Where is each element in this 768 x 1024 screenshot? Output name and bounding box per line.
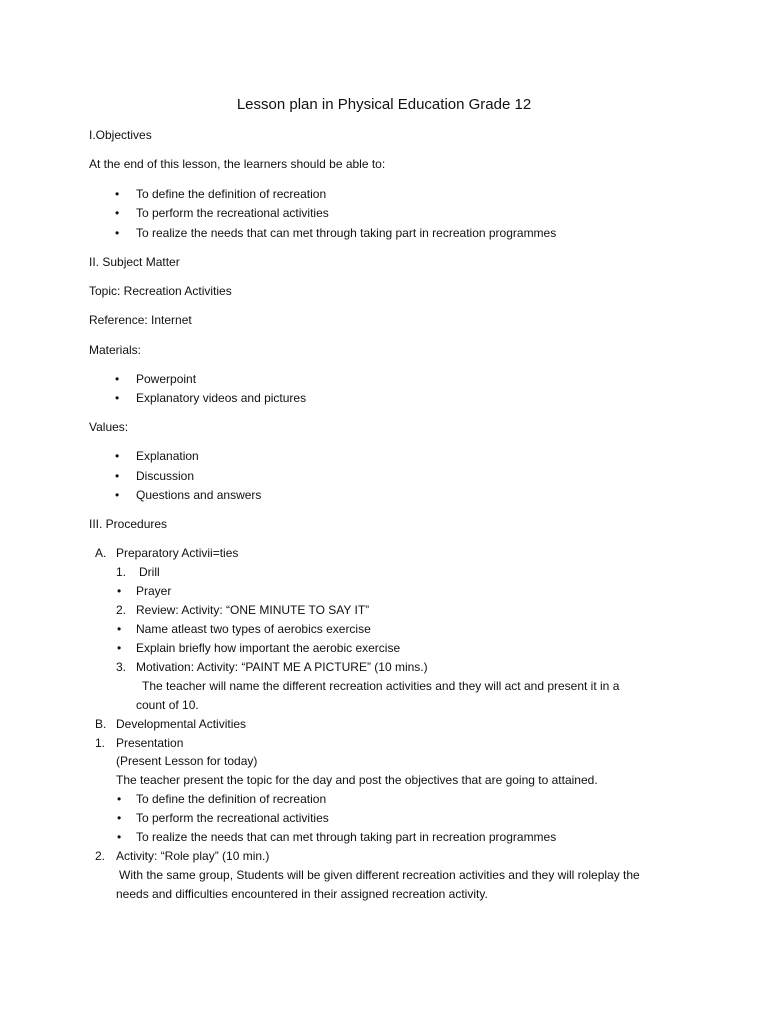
reference-line: Reference: Internet — [89, 313, 192, 327]
document-title: Lesson plan in Physical Education Grade 12 — [236, 96, 532, 113]
bullet-icon: • — [117, 641, 122, 655]
prayer-item: Prayer — [136, 584, 172, 598]
preparatory-activities-label: Preparatory Activii=ties — [116, 546, 239, 560]
motivation-text: The teacher will name the different recreation activities and they will act and present it in a — [142, 679, 620, 693]
topic-line: Topic: Recreation Activities — [89, 284, 232, 298]
subject-matter-heading: II. Subject Matter — [89, 255, 180, 269]
list-marker: 1. — [116, 565, 127, 579]
bullet-icon: • — [115, 206, 120, 220]
bullet-icon: • — [115, 372, 120, 386]
list-marker: B. — [95, 717, 107, 731]
list-marker: A. — [95, 546, 107, 560]
objectives-heading: I.Objectives — [89, 128, 152, 142]
bullet-icon: • — [115, 469, 120, 483]
material-item: Powerpoint — [136, 372, 197, 386]
present-lesson-line: (Present Lesson for today) — [116, 754, 258, 768]
bullet-icon: • — [117, 811, 122, 825]
bullet-icon: • — [117, 830, 122, 844]
review-bullet: Explain briefly how important the aerobic exercise — [136, 641, 401, 655]
objectives-intro: At the end of this lesson, the learners should be able to: — [89, 157, 386, 171]
bullet-icon: • — [117, 792, 122, 806]
bullet-icon: • — [115, 488, 120, 502]
material-item: Explanatory videos and pictures — [136, 391, 307, 405]
bullet-icon: • — [115, 226, 120, 240]
values-label: Values: — [89, 420, 129, 434]
objective-item: To perform the recreational activities — [136, 206, 329, 220]
list-marker: 2. — [116, 603, 127, 617]
developmental-activities-label: Developmental Activities — [116, 717, 247, 731]
presentation-text: The teacher present the topic for the day and post the objectives that are going to attained. — [116, 773, 598, 787]
bullet-icon: • — [115, 391, 120, 405]
activity-item: Activity: “Role play” (10 min.) — [116, 849, 270, 863]
value-item: Questions and answers — [136, 488, 262, 502]
list-marker: 3. — [116, 660, 127, 674]
list-marker: 1. — [95, 736, 106, 750]
objective-item: To define the definition of recreation — [136, 187, 327, 201]
review-bullet: Name atleast two types of aerobics exercise — [136, 622, 371, 636]
value-item: Discussion — [136, 469, 195, 483]
bullet-icon: • — [117, 584, 122, 598]
review-item: Review: Activity: “ONE MINUTE TO SAY IT” — [136, 603, 370, 617]
drill-item: Drill — [139, 565, 160, 579]
materials-label: Materials: — [89, 343, 142, 357]
presentation-bullet: To define the definition of recreation — [136, 792, 327, 806]
value-item: Explanation — [136, 449, 199, 463]
motivation-item: Motivation: Activity: “PAINT ME A PICTURE” (10 mins.) — [136, 660, 428, 674]
presentation-bullet: To realize the needs that can met through taking part in recreation programmes — [136, 830, 557, 844]
motivation-text: count of 10. — [136, 698, 199, 712]
bullet-icon: • — [115, 449, 120, 463]
bullet-icon: • — [115, 187, 120, 201]
presentation-bullet: To perform the recreational activities — [136, 811, 329, 825]
procedures-heading: III. Procedures — [89, 517, 168, 531]
bullet-icon: • — [117, 622, 122, 636]
list-marker: 2. — [95, 849, 106, 863]
activity-text: needs and difficulties encountered in their assigned recreation activity. — [116, 887, 488, 901]
objective-item: To realize the needs that can met through taking part in recreation programmes — [136, 226, 557, 240]
activity-text: With the same group, Students will be given different recreation activities and they will roleplay the — [119, 868, 640, 882]
presentation-item: Presentation — [116, 736, 184, 750]
